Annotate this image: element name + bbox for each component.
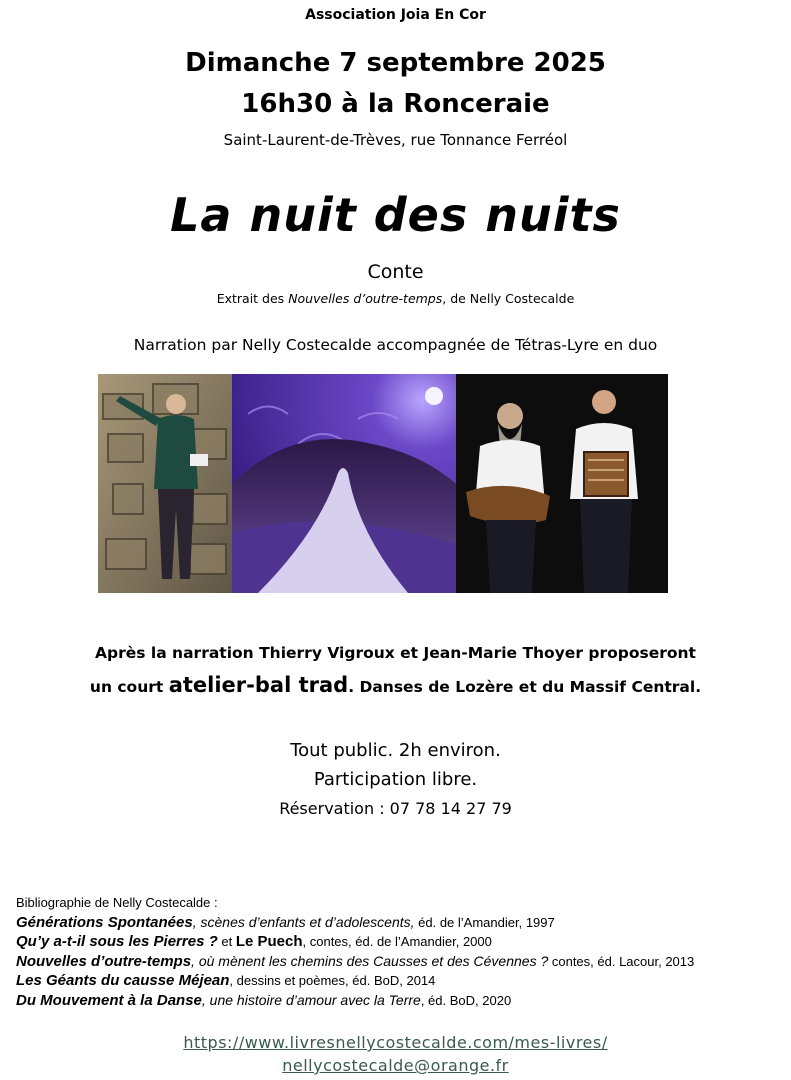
after-line-1: Après la narration Thierry Vigroux et Jean-Marie Thoyer proposeront <box>95 644 696 662</box>
event-address: Saint-Laurent-de-Trèves, rue Tonnance Ferréol <box>223 131 568 149</box>
show-genre: Conte <box>367 261 424 283</box>
book-title: Qu’y a-t-il sous les Pierres ? <box>16 933 218 950</box>
after-line-2-prefix: un court <box>89 678 169 696</box>
after-line-2 <box>0 669 791 703</box>
event-date: Dimanche 7 septembre 2025 <box>185 48 606 78</box>
book-title: Du Mouvement à la Danse <box>16 991 202 1009</box>
book-publisher: éd. de l’Amandier, 1997 <box>414 914 555 930</box>
after-line-2-suffix: . Danses de Lozère et du Massif Central. <box>348 678 702 696</box>
night-path-illustration <box>232 374 456 593</box>
book-description: , une histoire d’amour avec la Terre <box>201 991 421 1008</box>
storyteller-photo <box>98 374 232 593</box>
book-publisher: , dessins et poèmes, éd. BoD, 2014 <box>229 973 436 988</box>
musicians-photo <box>456 374 668 593</box>
after-show-text <box>0 637 791 703</box>
photo-strip <box>98 374 668 593</box>
book-title: Générations Spontanées <box>16 913 193 931</box>
book-title: Nouvelles d’outre-temps <box>16 952 192 970</box>
bibliography-entry <box>16 952 694 972</box>
email-link[interactable]: nellycostecalde@orange.fr <box>282 1056 509 1075</box>
association-name: Association Joia En Cor <box>305 7 486 23</box>
practical-info <box>0 736 791 823</box>
narration-line: Narration par Nelly Costecalde accompagnée de Tétras-Lyre en duo <box>133 336 658 354</box>
show-extract <box>0 291 791 306</box>
book-publisher: contes, éd. Lacour, 2013 <box>548 953 695 969</box>
book-description: , où mènent les chemins des Causses et des Cévennes ? <box>191 952 549 969</box>
show-title: La nuit des nuits <box>170 188 621 242</box>
book-publisher: , éd. BoD, 2020 <box>420 992 512 1008</box>
audience-duration: Tout public. 2h environ. <box>290 740 501 761</box>
price-info: Participation libre. <box>313 769 478 790</box>
bibliography-entry <box>16 991 694 1011</box>
book-publisher: , contes, éd. de l’Amandier, 2000 <box>302 934 492 949</box>
atelier-bal-highlight: atelier-bal trad <box>168 673 349 697</box>
book-conjunction: et <box>217 934 236 949</box>
reservation-phone: Réservation : 07 78 14 27 79 <box>279 799 512 818</box>
book-description: , scènes d’enfants et d’adolescents, <box>192 913 415 930</box>
extract-prefix: Extrait des <box>216 291 289 306</box>
bibliography-entry <box>16 971 694 991</box>
website-link[interactable]: https://www.livresnellycostecalde.com/mes-livres/ <box>183 1033 608 1052</box>
book-title-2: Le Puech <box>235 933 303 950</box>
contact-links <box>0 1031 791 1077</box>
extract-book-title: Nouvelles d’outre-temps <box>288 291 443 306</box>
bibliography-entry <box>16 913 694 933</box>
bibliography-heading: Bibliographie de Nelly Costecalde : <box>16 895 218 910</box>
bibliography <box>16 893 694 1010</box>
event-time-place: 16h30 à la Ronceraie <box>241 89 550 119</box>
extract-suffix: , de Nelly Costecalde <box>442 291 575 306</box>
book-title: Les Géants du causse Méjean <box>16 972 230 989</box>
bibliography-entry <box>16 932 694 952</box>
